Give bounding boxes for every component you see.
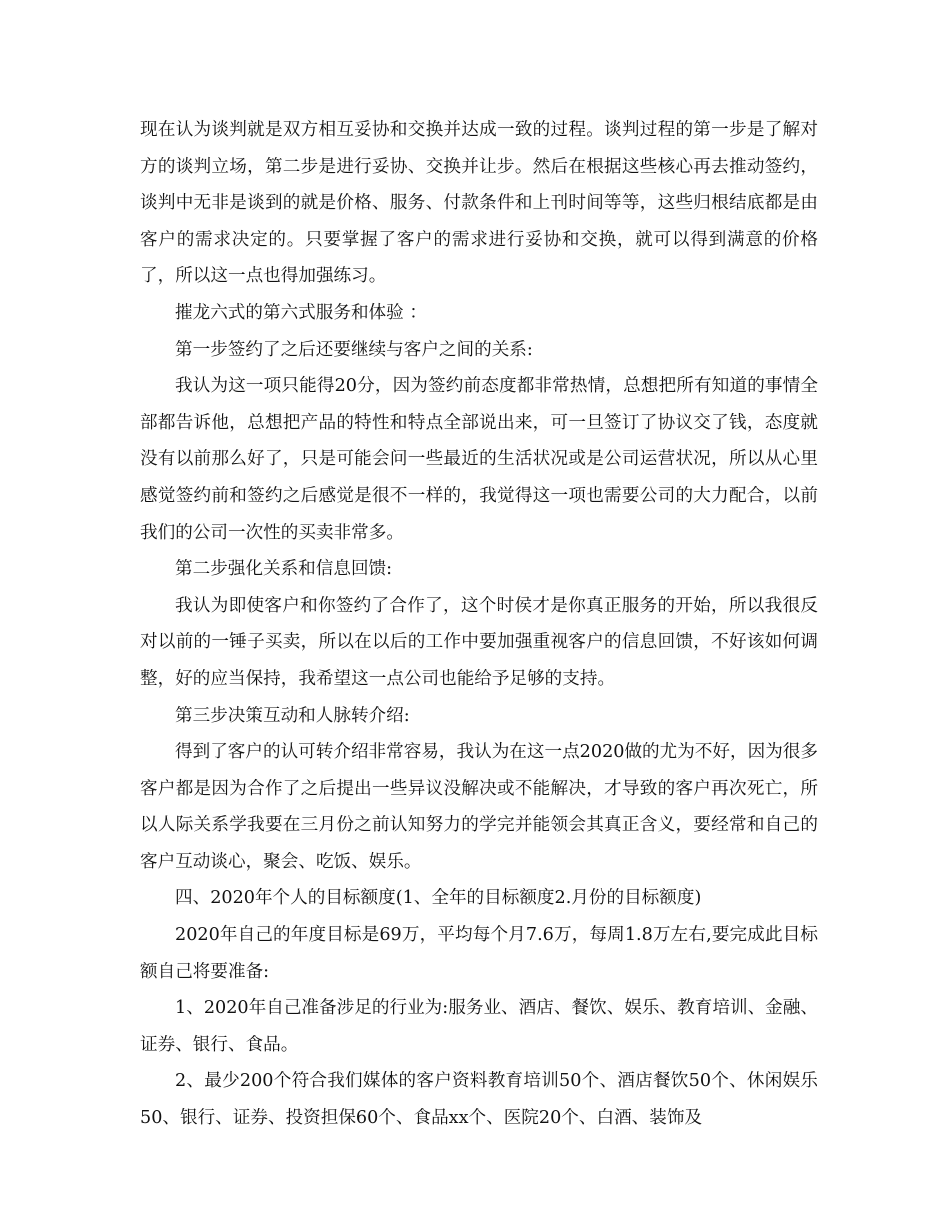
paragraph-step-two: 我认为即使客户和你签约了合作了，这个时侯才是你真正服务的开始，所以我很反对以前的一锤子买卖，所以在以后的工作中要加强重视客户的信息回馈，不好该如何调整，好的应当保持，我希望这一点公司也能给予足够的支持。 — [140, 595, 818, 689]
heading-sixth-style: 摧龙六式的第六式服务和体验 ： — [175, 302, 427, 323]
heading-section-four: 四、2020年个人的目标额度(1、全年的目标额度2.月份的目标额度) — [175, 888, 702, 909]
heading-step-three: 第三步决策互动和人脉转介绍: — [175, 705, 410, 726]
document-body — [140, 112, 818, 1137]
paragraph-step-one: 我认为这一项只能得20分，因为签约前态度都非常热情，总想把所有知道的事情全部都告诉他，总想把产品的特性和特点全部说出来，可一旦签订了协议交了钱，态度就没有以前那么好了，只是可能会问一些最近的生活状况或是公司运营状况，所以从心里感觉签约前和签约之后感觉是很不一样的，我觉得这一项也需要公司的大力配合，以前我们的公司一次性的买卖非常多。 — [140, 376, 818, 543]
list-item-client-data: 2、最少200个符合我们媒体的客户资料教育培训50个、酒店餐饮50个、休闲娱乐50、银行、证券、投资担保60个、食品xx个、医院20个、白酒、装饰及 — [140, 1071, 818, 1129]
paragraph-step-three: 得到了客户的认可转介绍非常容易，我认为在这一点2020做的尤为不好，因为很多客户都是因为合作了之后提出一些异议没解决或不能解决，才导致的客户再次死亡，所以人际关系学我要在三月份之前认知努力的学完并能领会其真正含义，要经常和自己的客户互动谈心，聚会、吃饭、娱乐。 — [140, 742, 818, 872]
paragraph-negotiation: 现在认为谈判就是双方相互妥协和交换并达成一致的过程。谈判过程的第一步是了解对方的谈判立场，第二步是进行妥协、交换并让步。然后在根据这些核心再去推动签约，谈判中无非是谈到的就是价格、服务、付款条件和上刊时间等等，这些归根结底都是由客户的需求决定的。只要掌握了客户的需求进行妥协和交换，就可以得到满意的价格了，所以这一点也得加强练习。 — [140, 120, 818, 287]
heading-step-one: 第一步签约了之后还要继续与客户之间的关系: — [175, 339, 533, 360]
list-item-industries: 1、2020年自己准备涉足的行业为:服务业、酒店、餐饮、娱乐、教育培训、金融、证券、银行、食品。 — [140, 998, 818, 1055]
heading-step-two: 第二步强化关系和信息回馈: — [175, 559, 393, 580]
paragraph-annual-target: 2020年自己的年度目标是69万，平均每个月7.6万，每周1.8万左右,要完成此目标额自己将要准备: — [140, 925, 818, 982]
